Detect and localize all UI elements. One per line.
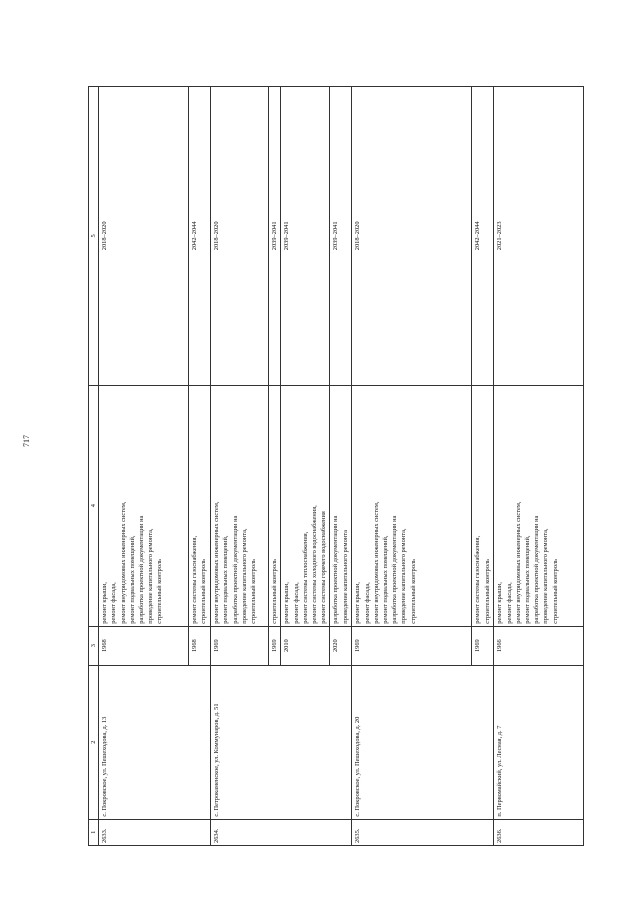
year-cell: 1969 [211, 626, 269, 665]
work-line: ремонт системы газоснабжения, [191, 535, 199, 624]
header-row [89, 87, 99, 846]
year-cell: 2020 [330, 626, 352, 665]
work-line: ремонт подвальных помещений, [128, 535, 136, 624]
table-row [352, 87, 472, 846]
period-cell: 2018–2020 [211, 87, 269, 386]
work-line: разработка проектной документации на [391, 515, 399, 624]
year-cell: 1966 [494, 626, 584, 665]
work-line: разработка проектной документации на [533, 515, 541, 624]
work-line: строительный контроль [483, 559, 491, 624]
works-cell [281, 385, 330, 626]
work-line: ремонт системы теплоснабжения, [301, 531, 309, 624]
row-number: 2635. [352, 819, 494, 845]
period-cell: 2039–2041 [281, 87, 330, 386]
work-line: ремонт подвальных помещений, [382, 535, 390, 624]
period-cell: 2042–2044 [472, 87, 494, 386]
work-line: ремонт крыши, [101, 582, 109, 624]
address-cell: с. Покровское, ул. Пешеходова, д. 20 [352, 665, 494, 819]
period-cell: 2018–2020 [99, 87, 189, 386]
work-line: ремонт системы горячего водоснабжения [320, 511, 328, 624]
work-line: проведение капитального ремонта, [147, 528, 155, 624]
work-line: строительный контроль [156, 559, 164, 624]
work-line: разработка проектной документации на [138, 515, 146, 624]
work-line: разработка проектной документации на [332, 515, 340, 624]
rotated-table-wrapper [88, 86, 576, 846]
work-line: строительный контроль [409, 559, 417, 624]
year-cell: 1969 [472, 626, 494, 665]
address-cell: с. Покровское, ул. Пешеходова, д. 13 [99, 665, 211, 819]
table-row [211, 87, 269, 846]
works-cell [99, 385, 189, 626]
work-line: ремонт системы холодного водоснабжения, [311, 505, 319, 624]
work-line: проведение капитального ремонта [341, 530, 349, 624]
row-number: 2634. [211, 819, 352, 845]
work-line: ремонт системы газоснабжения, [474, 535, 482, 624]
work-line: проведение капитального ремонта, [400, 528, 408, 624]
works-cell [352, 385, 472, 626]
works-cell [330, 385, 352, 626]
header-col-2: 2 [89, 665, 99, 819]
work-line: строительный контроль [200, 559, 208, 624]
works-cell [494, 385, 584, 626]
row-number: 2636. [494, 819, 584, 845]
work-line: проведение капитального ремонта, [542, 528, 550, 624]
work-line: ремонт внутридомовых инженерных систем, [119, 501, 127, 624]
address-cell: с. Петрокаменское, ул. Коммунаров, д. 51 [211, 665, 352, 819]
work-line: ремонт внутридомовых инженерных систем, [213, 501, 221, 624]
works-cell [189, 385, 211, 626]
header-col-4: 4 [89, 385, 99, 626]
work-line: ремонт фасада, [363, 582, 371, 624]
table-row [494, 87, 584, 846]
year-cell: 1969 [352, 626, 472, 665]
work-line: ремонт внутридомовых инженерных систем, [514, 501, 522, 624]
table-body [89, 87, 584, 846]
work-line: ремонт внутридомовых инженерных систем, [372, 501, 380, 624]
year-cell: 1968 [189, 626, 211, 665]
year-cell: 2010 [281, 626, 330, 665]
work-line: ремонт крыши, [283, 582, 291, 624]
work-line: ремонт фасада, [110, 582, 118, 624]
works-cell [211, 385, 269, 626]
header-col-3: 3 [89, 626, 99, 665]
address-cell: п. Первомайский, ул. Лесная, д. 7 [494, 665, 584, 819]
work-line: строительный контроль [271, 559, 279, 624]
period-cell: 2021–2023 [494, 87, 584, 386]
year-cell: 1969 [269, 626, 281, 665]
work-line: строительный контроль [250, 559, 258, 624]
work-line: разработка проектной документации на [231, 515, 239, 624]
period-cell: 2039–2041 [330, 87, 352, 386]
work-line: ремонт фасада, [292, 582, 300, 624]
work-line: ремонт подвальных помещений, [222, 535, 230, 624]
header-col-1: 1 [89, 819, 99, 845]
header-col-5: 5 [89, 87, 99, 386]
work-line: ремонт фасада, [505, 582, 513, 624]
capital-repair-table [88, 86, 584, 846]
year-cell: 1968 [99, 626, 189, 665]
work-line: ремонт крыши, [496, 582, 504, 624]
works-cell [472, 385, 494, 626]
period-cell: 2039–2041 [269, 87, 281, 386]
work-line: проведение капитального ремонта, [240, 528, 248, 624]
table-row [99, 87, 189, 846]
works-cell [269, 385, 281, 626]
work-line: ремонт подвальных помещений, [524, 535, 532, 624]
row-number: 2633. [99, 819, 211, 845]
period-cell: 2018–2020 [352, 87, 472, 386]
work-line: строительный контроль [551, 559, 559, 624]
page-number: 717 [22, 435, 31, 447]
work-line: ремонт крыши, [354, 582, 362, 624]
period-cell: 2042–2044 [189, 87, 211, 386]
